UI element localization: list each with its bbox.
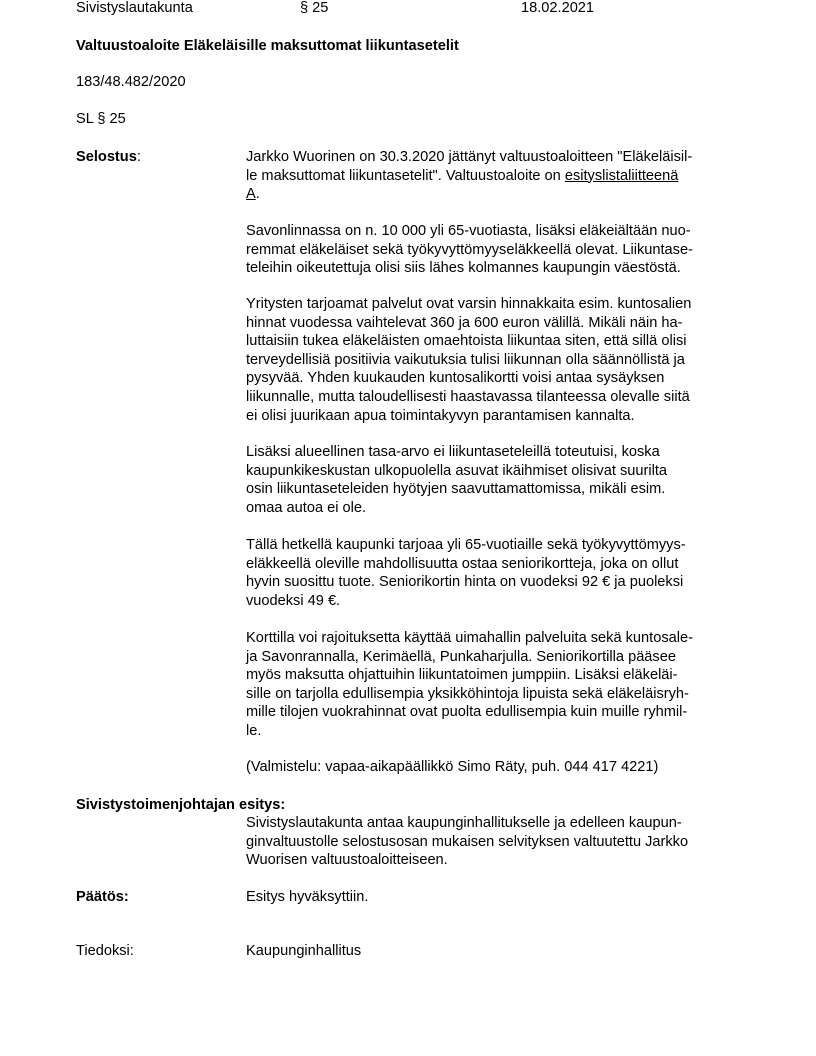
diary-number: 183/48.482/2020	[76, 74, 186, 90]
selostus-paragraph-1-end: .	[255, 186, 260, 203]
proposal-text	[246, 814, 742, 870]
selostus-paragraph-4	[246, 443, 742, 517]
decision-text: Esitys hyväksyttiin.	[246, 889, 369, 905]
selostus-paragraph-2	[246, 222, 742, 278]
header-date: 18.02.2021	[521, 0, 595, 16]
attachment-link-letter[interactable]: A	[246, 186, 256, 203]
selostus-paragraph-1	[246, 148, 742, 204]
selostus-label-colon: :	[136, 149, 141, 165]
header-organ: Sivistyslautakunta	[76, 0, 193, 16]
proposal-label: Sivistystoimenjohtajan esitys:	[76, 797, 286, 813]
header-section: § 25	[300, 0, 329, 16]
selostus-paragraph-4-text: Lisäksi alueellinen tasa-arvo ei liikuntaseteleillä toteutuisi, koska kaupunkikeskustan ulkopuolella asuvat ikäihmiset olisivat suurilta osin liikuntaseteleiden hyötyjen saavuttamattomissa, mikäli esim. omaa autoa ei ole.	[246, 444, 668, 516]
notice-text: Kaupunginhallitus	[246, 943, 362, 959]
selostus-paragraph-3	[246, 295, 742, 425]
document-title: Valtuustoaloite Eläkeläisille maksuttomat liikuntasetelit	[76, 38, 459, 54]
decision-label: Päätös:	[76, 889, 129, 905]
selostus-paragraph-1-text: Jarkko Wuorinen on 30.3.2020 jättänyt valtuustoaloitteen "Eläkeläisil- le maksuttomat liikuntasetelit". Valtuustoaloite on	[246, 149, 693, 184]
selostus-paragraph-2-text: Savonlinnassa on n. 10 000 yli 65-vuotiasta, lisäksi eläkeiältään nuo- remmat eläkeläiset sekä työkyvyttömyyseläkkeellä olevat. Liikuntase- teleihin oikeutettuja olisi siis lähes kolmannes kaupungin väestöstä.	[246, 223, 693, 277]
selostus-paragraph-3-text: Yritysten tarjoamat palvelut ovat varsin hinnakkaita esim. kuntosalien hinnat vuodessa vaihtelevat 360 ja 600 euron välillä. Mikäli näin ha- luttaisiin tukea eläkeläisten omaehtoista liikuntaa siten, että sillä olisi terveydellisiä positiivia vaikutuksia tulisi liikunnan olla säännöllistä ja pysyvää. Yhden kuukauden kuntosalikortti voisi antaa sysäyksen liikunnalle, mutta taloudellisesti haastavassa tilanteessa olevalle siitä ei olisi juurikaan apua toimintakyvyn parantamisen kannalta.	[246, 296, 692, 424]
selostus-label	[76, 148, 141, 167]
attachment-link[interactable]: esityslistaliitteenä	[564, 167, 679, 184]
selostus-paragraph-6	[246, 629, 742, 741]
selostus-preparer	[246, 758, 742, 777]
selostus-paragraph-5-text: Tällä hetkellä kaupunki tarjoaa yli 65-vuotiaille sekä työkyvyttömyys- eläkkeellä oleville mahdollisuutta ostaa seniorikortteja, joka on ollut hyvin suosittu tuote. Seniorikortin hinta on vuodeksi 92 € ja puoleksi vuodeksi 49 €.	[246, 537, 686, 609]
proposal-paragraph: Sivistyslautakunta antaa kaupunginhallitukselle ja edelleen kaupun- ginvaltuustolle selostusosan mukaisen selvityksen valtuutettu Jarkko Wuorisen valtuustoaloitteiseen.	[246, 815, 689, 869]
selostus-preparer-text: (Valmistelu: vapaa-aikapäällikkö Simo Räty, puh. 044 417 4221)	[246, 759, 659, 775]
notice-label: Tiedoksi:	[76, 943, 134, 959]
selostus-paragraph-6-text: Korttilla voi rajoituksetta käyttää uimahallin palveluita sekä kuntosale- ja Savonrannalla, Kerimäellä, Punkaharjulla. Seniorikortilla pääsee myös maksutta ohjattuihin liikuntatoimen jumppiin. Lisäksi eläkeläi- sille on tarjolla edullisempia yksikköhintoja lipuista sekä eläkeläisryh- mille tilojen vuokrahinnat ovat puolta edullisempia kuin muille ryhmil- le.	[246, 630, 693, 739]
selostus-paragraph-5	[246, 536, 742, 610]
section-reference: SL § 25	[76, 111, 126, 127]
selostus-label-text: Selostus	[76, 149, 137, 165]
